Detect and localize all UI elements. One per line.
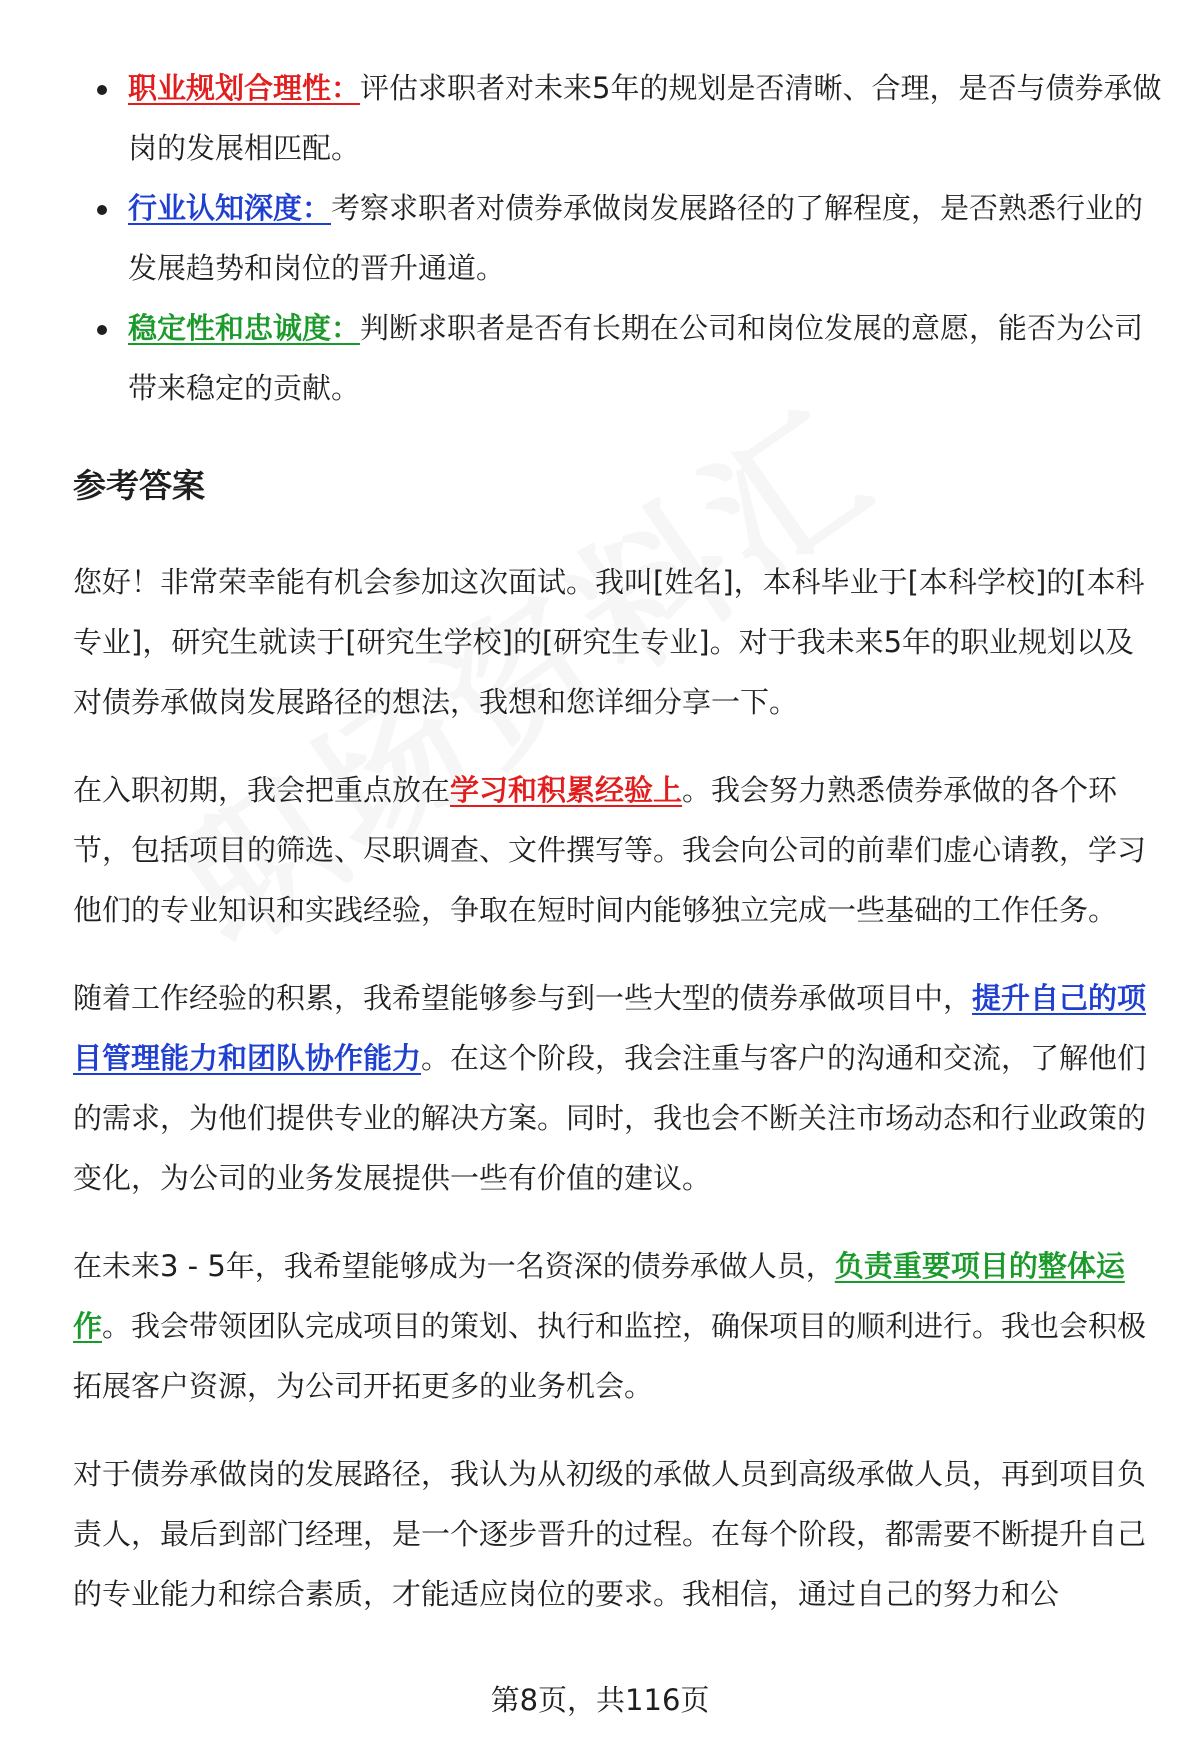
paragraph-text: 在入职初期，我会把重点放在	[73, 773, 451, 807]
bullet-dot-icon	[97, 85, 107, 95]
answer-paragraph	[73, 552, 1163, 732]
criteria-text: 考察求职者对债券承做岗发展路径的了解程度，是否熟悉行业的发展趋势和岗位的晋升通道。	[128, 191, 1144, 285]
highlighted-phrase: 负责重要项目的整体运作	[73, 1249, 1125, 1343]
paragraph-text: 。我会努力熟悉债券承做的各个环节，包括项目的筛选、尽职调查、文件撰写等。我会向公司的前辈们虚心请教，学习他们的专业知识和实践经验，争取在短时间内能够独立完成一些基础的工作任务。	[73, 773, 1147, 927]
list-item	[73, 298, 1163, 418]
answer-paragraph	[73, 760, 1163, 940]
section-title: 参考答案	[73, 466, 205, 505]
bullet-dot-icon	[97, 205, 107, 215]
evaluation-criteria-list	[73, 58, 1163, 418]
page-content	[73, 58, 1163, 1624]
list-item	[73, 178, 1163, 298]
paragraph-text: 。在这个阶段，我会注重与客户的沟通和交流，了解他们的需求，为他们提供专业的解决方案。同时，我也会不断关注市场动态和行业政策的变化，为公司的业务发展提供一些有价值的建议。	[73, 1041, 1147, 1195]
criteria-term: 行业认知深度：	[128, 191, 332, 225]
page-number-footer: 第8页，共116页	[490, 1683, 710, 1717]
criteria-text: 判断求职者是否有长期在公司和岗位发展的意愿，能否为公司带来稳定的贡献。	[128, 311, 1144, 405]
list-item	[73, 58, 1163, 178]
highlighted-phrase: 提升自己的项目管理能力和团队协作能力	[73, 981, 1147, 1075]
answer-paragraph	[73, 968, 1163, 1208]
answer-paragraph	[73, 1444, 1163, 1624]
answer-paragraph	[73, 1236, 1163, 1416]
paragraph-text: 。我会带领团队完成项目的策划、执行和监控，确保项目的顺利进行。我也会积极拓展客户资源，为公司开拓更多的业务机会。	[73, 1309, 1147, 1403]
highlighted-phrase: 学习和积累经验上	[450, 773, 683, 807]
criteria-term: 稳定性和忠诚度：	[128, 311, 361, 345]
criteria-term: 职业规划合理性：	[128, 71, 361, 105]
paragraph-text: 随着工作经验的积累，我希望能够参与到一些大型的债券承做项目中，	[73, 981, 973, 1015]
paragraph-text: 对于债券承做岗的发展路径，我认为从初级的承做人员到高级承做人员，再到项目负责人，最后到部门经理，是一个逐步晋升的过程。在每个阶段，都需要不断提升自己的专业能力和综合素质，才能适应岗位的要求。我相信，通过自己的努力和公	[73, 1457, 1147, 1611]
criteria-text: 评估求职者对未来5年的规划是否清晰、合理，是否与债券承做岗的发展相匹配。	[128, 71, 1162, 165]
paragraph-text: 在未来3 - 5年，我希望能够成为一名资深的债券承做人员，	[73, 1249, 835, 1283]
bullet-dot-icon	[97, 325, 107, 335]
paragraph-text: 您好！非常荣幸能有机会参加这次面试。我叫[姓名]，本科毕业于[本科学校]的[本科专业]，研究生就读于[研究生学校]的[研究生专业]。对于我未来5年的职业规划以及对债券承做岗发展路径的想法，我想和您详细分享一下。	[73, 565, 1145, 719]
